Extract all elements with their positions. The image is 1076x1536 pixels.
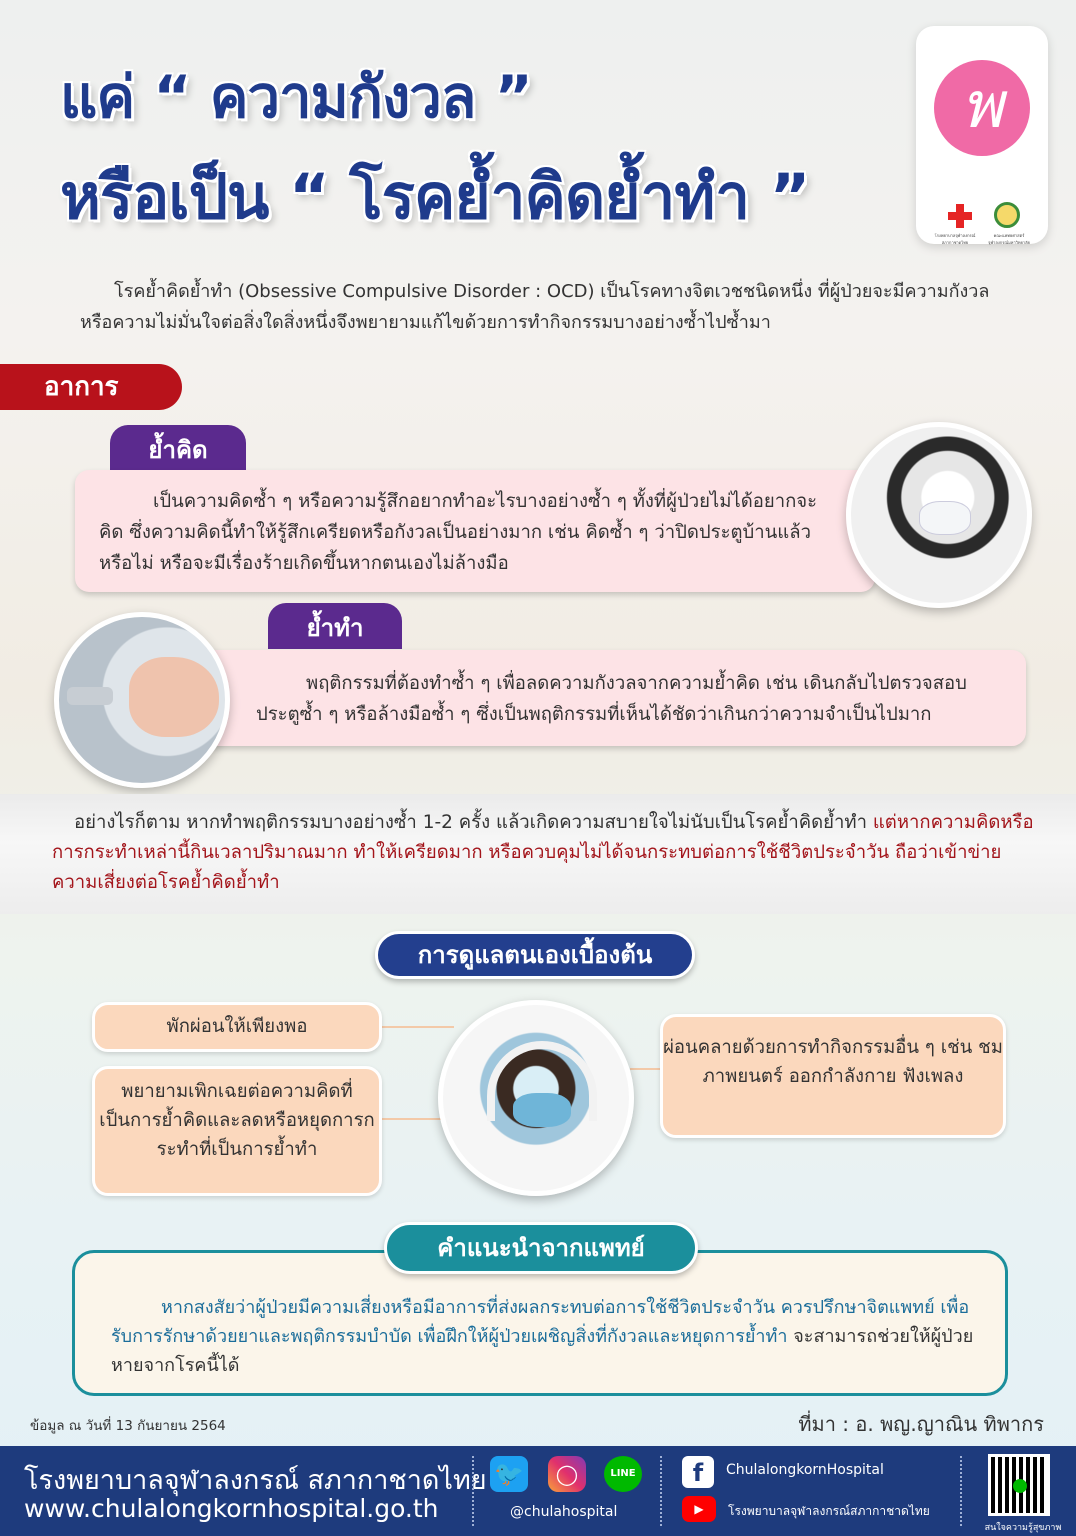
hospital-logo-icon: พ (934, 60, 1030, 156)
connector-line (382, 1026, 454, 1028)
logo-caption-left: โรงพยาบาลจุฬาลงกรณ์ สภากาชาดไทย (934, 233, 976, 245)
connector-line (382, 1118, 442, 1120)
university-seal-icon (994, 202, 1020, 228)
footer-website-link[interactable]: www.chulalongkornhospital.go.th (24, 1494, 439, 1523)
hands-icon (129, 657, 219, 737)
qr-caption: สนใจความรู้สุขภาพ (984, 1523, 1062, 1533)
twitter-icon[interactable]: 🐦 (490, 1456, 528, 1492)
advice-heading: คำแนะนำจากแพทย์ (384, 1222, 698, 1274)
note-normal: อย่างไรก็ตาม หากทำพฤติกรรมบางอย่างซ้ำ 1-2 ครั้ง แล้วเกิดความสบายใจไม่นับเป็นโรคย้ำคิดย้ำทำ (74, 812, 867, 833)
facebook-page-name[interactable]: ChulalongkornHospital (726, 1462, 884, 1478)
logo-card (916, 26, 1048, 244)
footer-divider (472, 1456, 474, 1526)
advice-rest: จะสามารถช่วยให้ผู้ป่วยหายจากโรคนี้ได้ (111, 1326, 974, 1376)
compulsion-tab: ย้ำทำ (268, 603, 402, 649)
title-highlight-1: “ ความกังวล ” (153, 63, 532, 131)
red-cross-icon (948, 204, 972, 228)
note-warning: แต่หากความคิดหรือการกระทำเหล่านี้กินเวลาปริมาณมาก ทำให้เครียดมาก หรือควบคุมไม่ได้จนกระทบต่อการใช้ชีวิตประจำวัน ถือว่าเข้าข่ายความเสี่ยงต่อโรคย้ำคิดย้ำทำ (52, 812, 1034, 893)
footer (0, 1446, 1076, 1536)
symptoms-heading: อาการ (0, 364, 182, 410)
face-mask-icon (513, 1093, 571, 1127)
compulsion-text: พฤติกรรมที่ต้องทำซ้ำ ๆ เพื่อลดความกังวลจากความย้ำคิด เช่น เดินกลับไปตรวจสอบประตูซ้ำ ๆ หรือล้างมือซ้ำ ๆ ซึ่งเป็นพฤติกรรมที่เห็นได้ชัดว่าเกินกว่าความจำเป็นไปมาก (256, 673, 967, 725)
intro-paragraph: โรคย้ำคิดย้ำทำ (Obsessive Compulsive Disorder : OCD) เป็นโรคทางจิตเวชชนิดหนึ่ง ที่ผู้ป่วยจะมีความกังวลหรือความไม่มั่นใจต่อสิ่งใดสิ่งหนึ่งจึงพยายามแก้ไขด้วยการทำกิจกรรมบางอย่างซ้ำไปซ้ำมา (80, 281, 990, 333)
selfcare-item-ignore: พยายามเพิกเฉยต่อความคิดที่เป็นการย้ำคิดและลดหรือหยุดการกระทำที่เป็นการย้ำทำ (92, 1066, 382, 1196)
footer-divider (960, 1456, 962, 1526)
title-prefix-1: แค่ (60, 63, 135, 131)
compulsion-box (190, 650, 1026, 746)
instagram-icon[interactable]: ◯ (548, 1456, 586, 1492)
footer-divider (660, 1456, 662, 1526)
faucet-icon (67, 687, 113, 705)
logo-caption-right: คณะแพทยศาสตร์ จุฬาลงกรณ์มหาวิทยาลัย (988, 233, 1030, 245)
title-line-2 (60, 148, 809, 246)
woman-headphones-photo (438, 1000, 634, 1196)
line-icon[interactable]: LINE (604, 1456, 642, 1492)
selfcare-item-relax: ผ่อนคลายด้วยการทำกิจกรรมอื่น ๆ เช่น ชมภาพยนตร์ ออกกำลังกาย ฟังเพลง (660, 1014, 1006, 1138)
obsession-text: เป็นความคิดซ้ำ ๆ หรือความรู้สึกอยากทำอะไรบางอย่างซ้ำ ๆ ทั้งที่ผู้ป่วยไม่ได้อยากจะคิด ซึ่งความคิดนี้ทำให้รู้สึกเครียดหรือกังวลเป็นอย่างมาก เช่น คิดซ้ำ ๆ ว่าปิดประตูบ้านแล้วหรือไม่ หรือจะมีเรื่องร้ายเกิดขึ้นหากตนเองไม่ล้างมือ (99, 491, 818, 574)
data-date: ข้อมูล ณ วันที่ 13 กันยายน 2564 (30, 1418, 226, 1434)
youtube-icon[interactable]: ▶ (682, 1496, 716, 1522)
note-band (0, 794, 1076, 914)
social-handle: @chulahospital (510, 1504, 618, 1520)
title-line-1 (60, 50, 532, 143)
selfcare-item-rest: พักผ่อนให้เพียงพอ (92, 1002, 382, 1052)
qr-code-icon[interactable] (988, 1454, 1050, 1516)
obsession-box (75, 470, 875, 592)
source-credit: ที่มา : อ. พญ.ญาณิน ทิพากร (798, 1412, 1044, 1436)
facebook-icon[interactable]: f (682, 1456, 714, 1488)
hand-washing-photo (54, 612, 230, 788)
obsession-tab: ย้ำคิด (110, 425, 246, 471)
connector-line (630, 1068, 660, 1070)
youtube-channel-name[interactable]: โรงพยาบาลจุฬาลงกรณ์สภากาชาดไทย (728, 1504, 930, 1518)
title-prefix-2: หรือเป็น (60, 160, 269, 233)
footer-hospital-name: โรงพยาบาลจุฬาลงกรณ์ สภากาชาดไทย (24, 1465, 487, 1496)
worried-woman-photo (846, 422, 1032, 608)
title-highlight-2: “ โรคย้ำคิดย้ำทำ ” (288, 160, 810, 233)
selfcare-heading: การดูแลตนเองเบื้องต้น (375, 931, 695, 979)
advice-highlight: หากสงสัยว่าผู้ป่วยมีความเสี่ยงหรือมีอาการที่ส่งผลกระทบต่อการใช้ชีวิตประจำวัน ควรปรึกษาจิตแพทย์ เพื่อรับการรักษาด้วยยาและพฤติกรรมบำบัด เพื่อฝึกให้ผู้ป่วยเผชิญสิ่งที่กังวลและหยุดการย้ำทำ (111, 1297, 970, 1347)
face-mask-icon (919, 501, 971, 535)
